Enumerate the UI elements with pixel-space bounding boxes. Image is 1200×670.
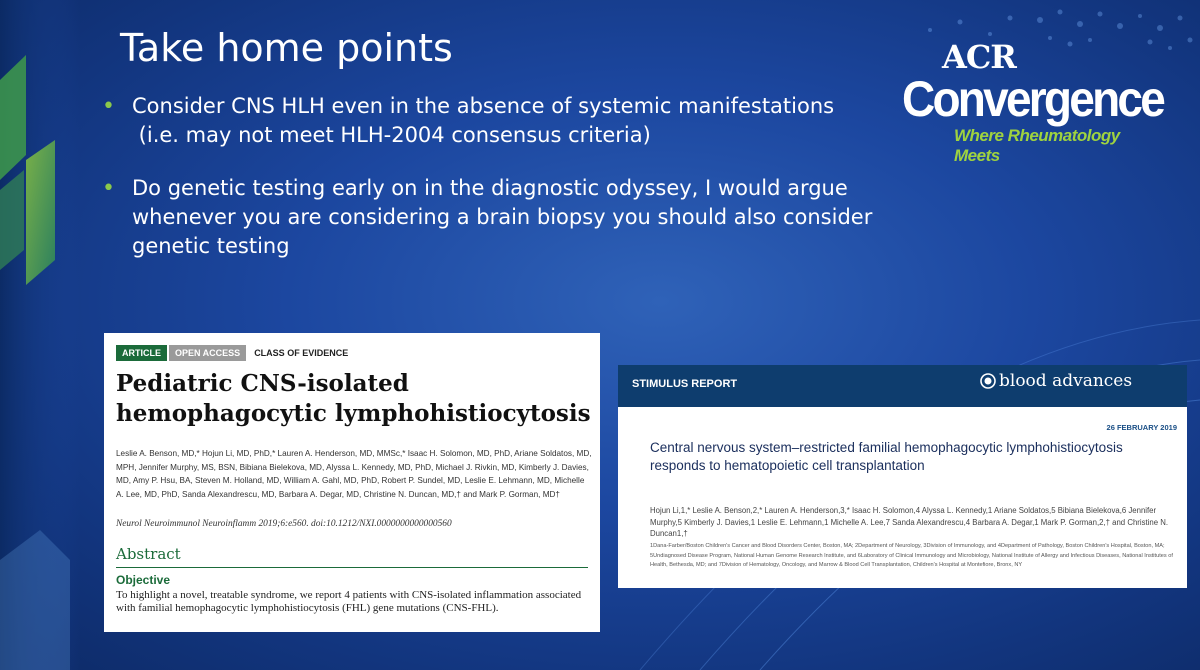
section-label: STIMULUS REPORT	[632, 378, 738, 390]
publication-date: 26 FEBRUARY 2019	[1106, 423, 1177, 432]
paper-citation: Neurol Neuroimmunol Neuroinflamm 2019;6:e560. doi:10.1212/NXI.0000000000000560	[116, 519, 452, 529]
paper-authors: Leslie A. Benson, MD,* Hojun Li, MD, PhD,* Lauren A. Henderson, MD, MMSc,* Isaac H. Solomon, MD, PhD, Ariane Soldatos, MD, MPH, Jennifer Murphy, MS, BSN, Bibiana Bielekova, MD, Alyssa L. Kennedy, MD, PhD, Michael J. Rivkin, MD, Kimberly J. Davies, MD, Amy P. Hsu, BA, Steven M. Holland, MD, William A. Gahl, MD, PhD, Robert P. Sundel, MD, Leslie E. Lehmann, MD, Michelle A. Lee, MD, PhD, Sanda Alexandrescu, MD, Barbara A. Degar, MD, Christine N. Duncan, MD,† and Mark P. Gorman, MD†	[116, 449, 592, 499]
abstract-heading: Abstract	[116, 545, 181, 563]
paper-authors: Hojun Li,1,* Leslie A. Benson,2,* Lauren A. Henderson,3,* Isaac H. Solomon,4 Alyssa L. Kennedy,1 Ariane Soldatos,5 Bibiana Bielekova,6 Jennifer Murphy,5 Kimberly J. Davies,1 Leslie E. Lehmann,1 Michelle A. Lee,7 Sanda Alexandrescu,4 Barbara A. Degar,1 Mark P. Gorman,2,† and Christine N. Duncan1,†	[650, 506, 1169, 538]
logo-tagline: Where Rheumatology Meets	[954, 126, 1120, 165]
bullet-dot-icon: •	[102, 94, 115, 119]
journal-header	[618, 365, 1187, 407]
blood-drop-logo-icon	[980, 373, 996, 389]
logo-acr: ACR	[942, 38, 1016, 76]
divider	[116, 567, 588, 568]
bullet-text-line2: (i.e. may not meet HLH-2004 consensus criteria)	[132, 123, 651, 147]
bullet-item	[98, 92, 918, 150]
journal-brand	[980, 371, 1132, 391]
tag-class-of-evidence: CLASS OF EVIDENCE	[254, 348, 349, 358]
objective-heading: Objective	[116, 573, 171, 587]
slide-title: Take home points	[120, 26, 453, 70]
logo-convergence: Convergence	[902, 71, 1164, 127]
bullet-list	[98, 92, 918, 285]
bullet-text-line1: Consider CNS HLH even in the absence of systemic manifestations	[132, 94, 835, 118]
acr-convergence-logo	[898, 38, 1164, 165]
bullet-text: Do genetic testing early on in the diagnostic odyssey, I would argue whenever you are considering a brain biopsy you should also consider genetic testing	[132, 176, 873, 258]
journal-name: blood advances	[999, 371, 1133, 391]
tag-article: ARTICLE	[116, 345, 167, 361]
paper-screenshot-neurology	[104, 333, 600, 632]
article-tags	[116, 345, 354, 361]
paper-title: Central nervous system–restricted familial hemophagocytic lymphohistiocytosis responds to hematopoietic cell transplantation	[650, 440, 1123, 473]
bullet-dot-icon: •	[102, 176, 115, 201]
paper-affiliations: 1Dana-Farber/Boston Children's Cancer and Blood Disorders Center, Boston, MA; 2Department of Neurology, 3Division of Immunology, and 4Department of Pathology, Boston Children's Hospital, Boston, MA; 5Undiagnosed Disease Program, National Human Genome Research Institute, and 6Laboratory of Clinical Immunology and Microbiology, National Institute of Allergy and Infectious Diseases, National Institutes of Health, Bethesda, MD; and 7Division of Hematology, Oncology, and Marrow & Blood Cell Transplantation, Children's Hospital at Montefiore, Bronx, NY	[650, 543, 1173, 568]
tag-open-access: OPEN ACCESS	[169, 345, 246, 361]
objective-text: To highlight a novel, treatable syndrome, we report 4 patients with CNS-isolated inflammation associated with familial hemophagocytic lymphohistiocytosis (FHL) gene mutations (CNS-FHL).	[116, 589, 582, 614]
bullet-item	[98, 174, 918, 261]
paper-title: Pediatric CNS-isolated hemophagocytic lymphohistiocytosis	[116, 370, 591, 427]
paper-screenshot-blood-advances	[618, 365, 1187, 588]
